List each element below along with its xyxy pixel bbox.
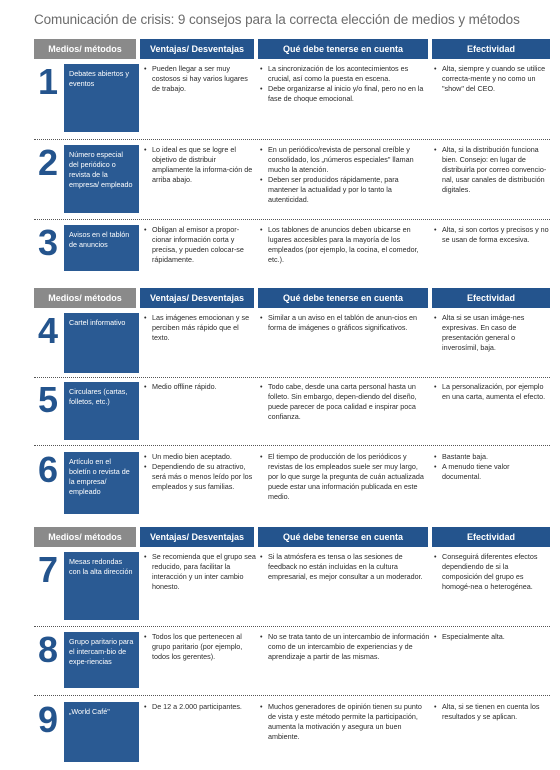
row-divider (34, 626, 550, 627)
bullet-text: • Los tablones de anuncios deben ubicarse en lugares accesibles para la mayoría de los empleados (por ejemplo, la cocina, el comedor, etc.). (260, 225, 430, 265)
bullet-text: • Similar a un aviso en el tablón de anun-cios en forma de imágenes o gráficos significativos. (260, 313, 430, 333)
row-number: 4 (37, 310, 59, 351)
bullet-text: • Conseguirá diferentes efectos dependiendo de si la composición del grupo es homogé-nea o heterogénea. (434, 552, 550, 592)
bullet-text: • Si la atmósfera es tensa o las sesiones de feedback no están incluidas en la cultura empresarial, es mejor consultar a un moderador. (260, 552, 430, 582)
row-number: 5 (37, 379, 59, 420)
bullet-text: • El tiempo de producción de los periódicos y revistas de los empleados suele ser muy largo, por lo que surge la pregunta de cuán actualizada puede estar una información publicada en este medio. (260, 452, 430, 502)
header-efectividad: Efectividad (432, 288, 550, 308)
bullet-text: • Dependiendo de su atractivo, será más o menos leído por los empleados y sus familias. (144, 462, 256, 492)
consider-cell (260, 632, 430, 662)
effect-cell (434, 632, 550, 642)
row-divider (34, 139, 550, 140)
effect-cell (434, 382, 550, 402)
medium-box (64, 632, 139, 688)
ventajas-cell (144, 225, 256, 265)
row-number: 1 (37, 61, 59, 102)
consider-cell (260, 64, 430, 104)
bullet-text: • Bastante baja. (434, 452, 550, 462)
bullet-text: • La sincronización de los acontecimientos es crucial, así como la puesta en escena. (260, 64, 430, 84)
row-divider (34, 219, 550, 220)
header-tener-en-cuenta: Qué debe tenerse en cuenta (258, 288, 428, 308)
consider-cell (260, 552, 430, 582)
table-header (34, 288, 550, 308)
bullet-text: • Todo cabe, desde una carta personal hasta un folleto. Sin embargo, depen-diendo del diseño, puede parecer de poca calidad e inspirar poca confianza. (260, 382, 430, 422)
consider-cell (260, 452, 430, 502)
consider-cell (260, 702, 430, 742)
medium-box (64, 452, 139, 514)
effect-cell (434, 313, 550, 353)
header-tener-en-cuenta: Qué debe tenerse en cuenta (258, 39, 428, 59)
bullet-text: • Alta si se usan imáge-nes expresivas. En caso de presentación general o inverosímil, baja. (434, 313, 550, 353)
header-tener-en-cuenta: Qué debe tenerse en cuenta (258, 527, 428, 547)
medium-label: „World Café" (69, 707, 110, 716)
consider-cell (260, 382, 430, 422)
ventajas-cell (144, 382, 256, 392)
bullet-text: • Alta, si la distribución funciona bien. Consejo: en lugar de distribuirla por correo convencio-nal, usar canales de distribución digitales. (434, 145, 550, 195)
bullet-text: • Deben ser producidos rápidamente, para mantener la actualidad y por lo tanto la autenticidad. (260, 175, 430, 205)
bullet-text: • Alta, si se tienen en cuenta los resultados y se aplican. (434, 702, 550, 722)
row-divider (34, 695, 550, 696)
bullet-text: • Debe organizarse al inicio y/o final, pero no en la fase de choque emocional. (260, 84, 430, 104)
bullet-text: • Muchos generadores de opinión tienen su punto de vista y este método permite la participación, aumenta la motivación y asegura un buen ambiente. (260, 702, 430, 742)
ventajas-cell (144, 552, 256, 592)
consider-cell (260, 313, 430, 333)
medium-box (64, 225, 139, 271)
header-efectividad: Efectividad (432, 39, 550, 59)
medium-label: Debates abiertos y eventos (69, 69, 129, 88)
medium-label: Mesas redondas con la alta dirección (69, 557, 133, 576)
effect-cell (434, 145, 550, 195)
medium-box (64, 64, 139, 132)
effect-cell (434, 225, 550, 245)
medium-label: Circulares (cartas, folletos, etc.) (69, 387, 128, 406)
page-title: Comunicación de crisis: 9 consejos para la correcta elección de medios y métodos (34, 12, 520, 27)
consider-cell (260, 225, 430, 265)
bullet-text: • Lo ideal es que se logre el objetivo de distribuir ampliamente la informa-ción de arriba abajo. (144, 145, 256, 185)
effect-cell (434, 64, 550, 94)
ventajas-cell (144, 632, 256, 662)
header-ventajas: Ventajas/ Desventajas (140, 39, 254, 59)
medium-box (64, 382, 139, 440)
row-number: 9 (37, 699, 59, 740)
table-header (34, 39, 550, 59)
table-header (34, 527, 550, 547)
row-number: 7 (37, 549, 59, 590)
medium-label: Grupo paritario para el intercam-bio de expe-riencias (69, 637, 134, 666)
row-number: 6 (37, 449, 59, 490)
ventajas-cell (144, 313, 256, 343)
bullet-text: • Alta, siempre y cuando se utilice correcta-mente y no como un "show" del CEO. (434, 64, 550, 94)
bullet-text: • Las imágenes emocionan y se perciben más rápido que el texto. (144, 313, 256, 343)
ventajas-cell (144, 145, 256, 185)
consider-cell (260, 145, 430, 205)
medium-label: Número especial del periódico o revista de la empresa/ empleado (69, 150, 133, 189)
bullet-text: • Pueden llegar a ser muy costosos si hay varios lugares de trabajo. (144, 64, 256, 94)
medium-box (64, 702, 139, 762)
effect-cell (434, 452, 550, 482)
header-medios: Medios/ métodos (34, 527, 136, 547)
bullet-text: • No se trata tanto de un intercambio de información como de un intercambio de experiencias y de aprendizaje a partir de las mismas. (260, 632, 430, 662)
bullet-text: • Se recomienda que el grupo sea reducido, para facilitar la interacción y un inter cambio honesto. (144, 552, 256, 592)
header-medios: Medios/ métodos (34, 288, 136, 308)
medium-label: Artículo en el boletín o revista de la empresa/ empleado (69, 457, 130, 496)
bullet-text: • A menudo tiene valor documental. (434, 462, 550, 482)
header-ventajas: Ventajas/ Desventajas (140, 288, 254, 308)
medium-box (64, 552, 139, 620)
medium-box (64, 145, 139, 213)
row-divider (34, 445, 550, 446)
header-medios: Medios/ métodos (34, 39, 136, 59)
bullet-text: • Obligan al emisor a propor-cionar información corta y precisa, y pueden colocar-se rápidamente. (144, 225, 256, 265)
bullet-text: • Todos los que pertenecen al grupo paritario (por ejemplo, todos los gerentes). (144, 632, 256, 662)
ventajas-cell (144, 702, 256, 712)
bullet-text: • Un medio bien aceptado. (144, 452, 256, 462)
row-number: 8 (37, 629, 59, 670)
bullet-text: • De 12 a 2.000 participantes. (144, 702, 256, 712)
medium-label: Avisos en el tablón de anuncios (69, 230, 130, 249)
bullet-text: • En un periódico/revista de personal creíble y consolidado, los „números especiales" llaman mucho la atención. (260, 145, 430, 175)
bullet-text: • Alta, si son cortos y precisos y no se usan de forma excesiva. (434, 225, 550, 245)
ventajas-cell (144, 452, 256, 492)
effect-cell (434, 552, 550, 592)
header-efectividad: Efectividad (432, 527, 550, 547)
medium-box (64, 313, 139, 373)
bullet-text: • Medio offline rápido. (144, 382, 256, 392)
medium-label: Cartel informativo (69, 318, 126, 327)
effect-cell (434, 702, 550, 722)
ventajas-cell (144, 64, 256, 94)
header-ventajas: Ventajas/ Desventajas (140, 527, 254, 547)
bullet-text: • Especialmente alta. (434, 632, 550, 642)
bullet-text: • La personalización, por ejemplo en una carta, aumenta el efecto. (434, 382, 550, 402)
row-number: 2 (37, 142, 59, 183)
row-divider (34, 377, 550, 378)
row-number: 3 (37, 222, 59, 263)
